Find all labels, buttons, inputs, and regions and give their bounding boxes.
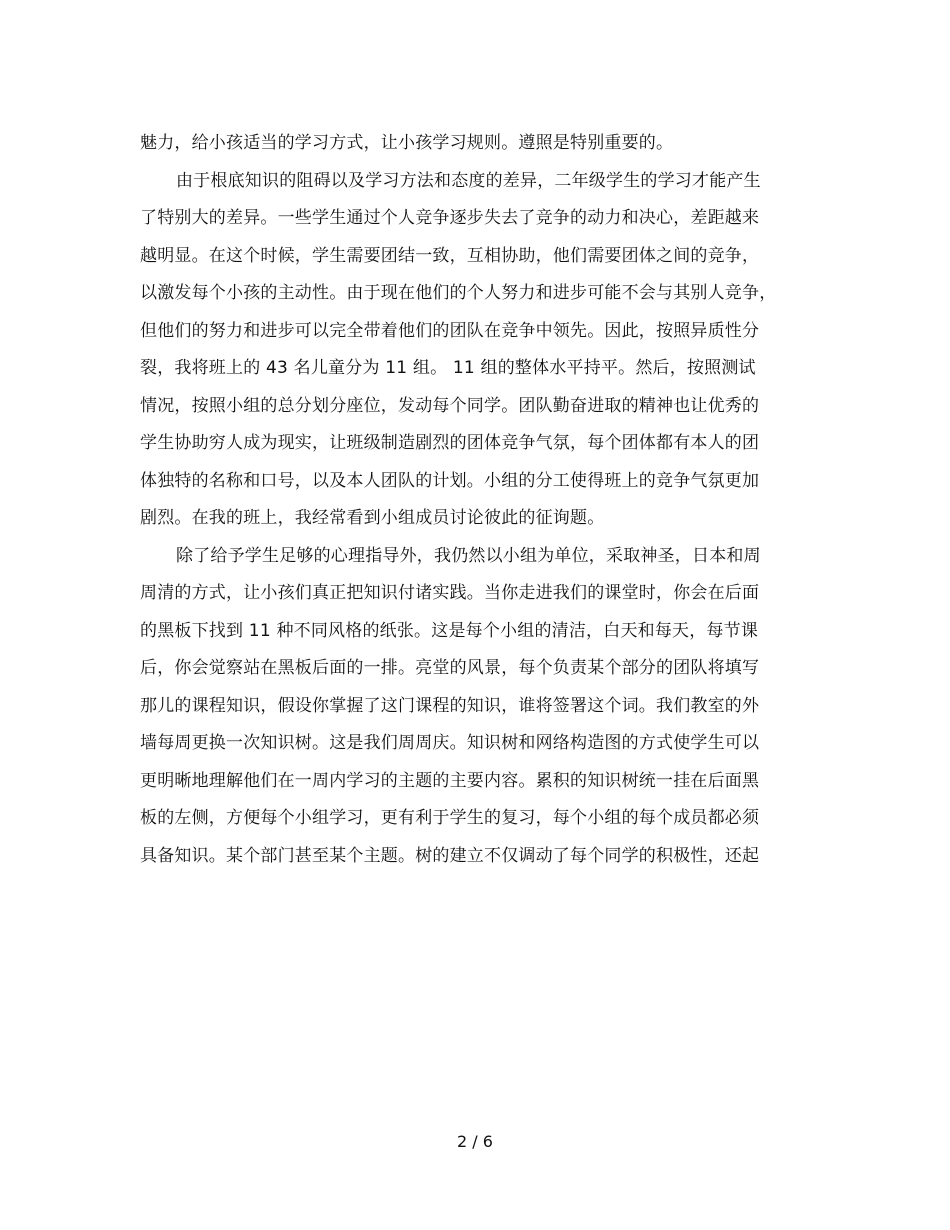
page-number: 2 / 6 <box>457 1132 493 1151</box>
text-line: 体独特的名称和口号，以及本人团队的计划。小组的分工使得班上的竞争气氛更加 <box>140 470 760 491</box>
text-line: 以激发每个小孩的主动性。由于现在他们的个人努力和进步可能不会与其别人竞争， <box>140 283 777 303</box>
text-line: 裂，我将班上的 43 名儿童分为 11 组。 11 组的整体水平持平。然后，按照测试 <box>140 358 756 378</box>
text-line: 周清的方式，让小孩们真正把知识付诸实践。当你走进我们的课堂时，你会在后面 <box>140 583 760 603</box>
text-line: 板的左侧，方便每个小组学习，更有利于学生的复习，每个小组的每个成员都必须 <box>140 808 760 828</box>
text-line: 剧烈。在我的班上，我经常看到小组成员讨论彼此的征询题。 <box>140 508 605 528</box>
text-line: 由于根底知识的阻碍以及学习方法和态度的差异，二年级学生的学习才能产生 <box>176 170 761 191</box>
text-line: 除了给予学生足够的心理指导外，我仍然以小组为单位，采取神圣，日本和周 <box>176 545 761 566</box>
text-line: 的黑板下找到 11 种不同风格的纸张。这是每个小组的清洁，白天和每天，每节课 <box>140 620 759 641</box>
text-line: 更明晰地理解他们在一周内学习的主题的主要内容。累积的知识树统一挂在后面黑 <box>140 770 760 791</box>
text-line: 魅力，给小孩适当的学习方式，让小孩学习规则。遵照是特别重要的。 <box>140 133 674 153</box>
text-line: 情况，按照小组的总分划分座位，发动每个同学。团队勤奋进取的精神也让优秀的 <box>140 395 760 416</box>
text-line: 了特别大的差异。一些学生通过个人竞争逐步失去了竞争的动力和决心，差距越来 <box>140 208 760 228</box>
text-line: 后，你会觉察站在黑板后面的一排。亮堂的风景，每个负责某个部分的团队将填写 <box>140 658 760 678</box>
body-text <box>140 125 815 875</box>
text-line: 墙每周更换一次知识树。这是我们周周庆。知识树和网络构造图的方式使学生可以 <box>140 733 760 753</box>
text-line: 那儿的课程知识，假设你掌握了这门课程的知识，谁将签署这个词。我们教室的外 <box>140 695 760 716</box>
text-line: 越明显。在这个时候，学生需要团结一致，互相协助，他们需要团体之间的竞争， <box>140 245 760 266</box>
text-line: 学生协助穷人成为现实，让班级制造剧烈的团体竞争气氛，每个团体都有本人的团 <box>140 433 760 453</box>
text-line: 具备知识。某个部门甚至某个主题。树的建立不仅调动了每个同学的积极性，还起 <box>140 845 760 866</box>
text-line: 但他们的努力和进步可以完全带着他们的团队在竞争中领先。因此，按照异质性分 <box>140 320 760 341</box>
